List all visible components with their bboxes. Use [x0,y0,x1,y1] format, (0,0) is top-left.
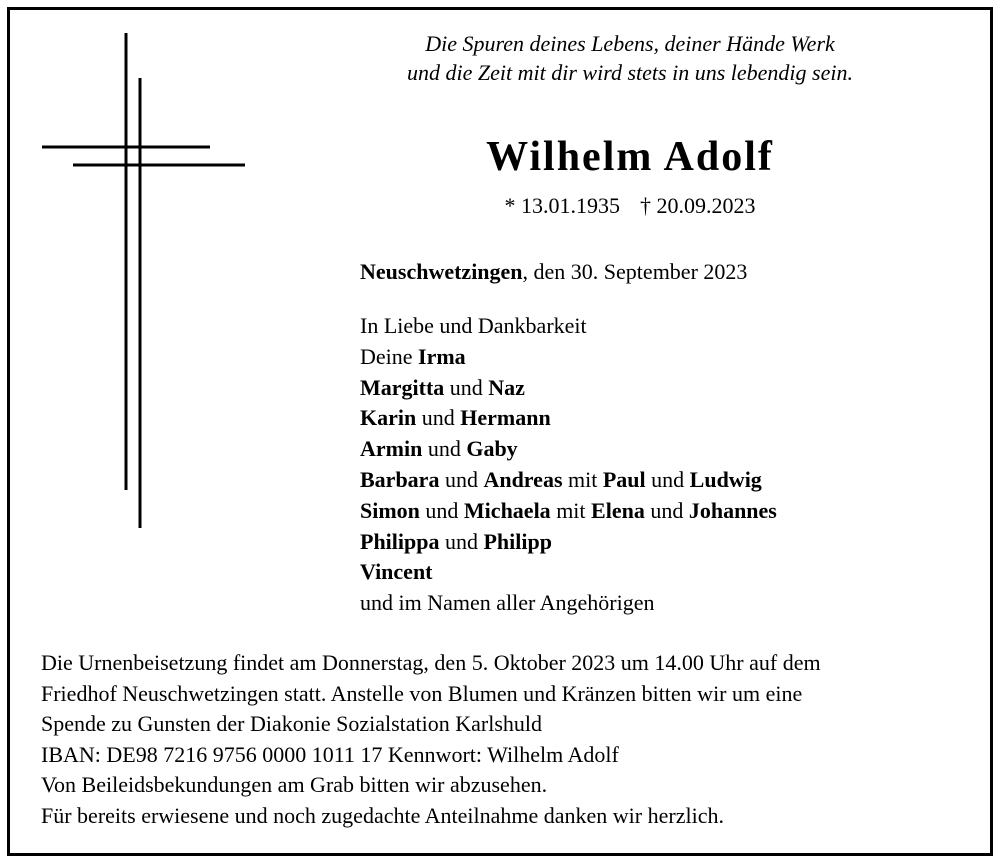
mourner-text: und [439,528,484,554]
mourner-name: Gaby [466,436,518,462]
death-date: † 20.09.2023 [640,193,756,218]
verse-line-2: und die Zeit mit dir wird stets in uns lebendig sein. [407,60,853,85]
mourner-line [360,342,777,373]
mourner-text: und [645,466,690,492]
mourner-line [360,588,777,619]
mourner-line [360,527,777,558]
mourner-text: und [419,497,464,523]
mourner-name: Naz [488,374,525,400]
mourner-name: Irma [418,343,466,369]
verse-line-1: Die Spuren deines Lebens, deiner Hände Werk [425,31,835,56]
mourner-line [360,496,777,527]
mourner-name: Barbara [360,466,440,492]
mourner-line [360,373,777,404]
mourner-name: Elena [591,497,645,523]
place-date: , den 30. September 2023 [522,259,748,284]
mourner-line [360,557,777,588]
birth-date: * 13.01.1935 [504,193,620,218]
info-line: Die Urnenbeisetzung findet am Donnerstag, den 5. Oktober 2023 um 14.00 Uhr auf dem [41,650,821,675]
mourner-name: Johannes [688,497,777,523]
mourner-text: und [422,436,467,462]
place-and-date [360,259,747,285]
mourner-name: Andreas [483,466,563,492]
info-line: Für bereits erwiesene und noch zugedachte Anteilnahme danken wir herzlich. [41,802,724,828]
info-line: IBAN: DE98 7216 9756 0000 1011 17 Kennwort: Wilhelm Adolf [41,741,619,767]
mourner-text: und [444,374,489,400]
mourner-text: und [439,466,484,492]
mourner-line [360,434,777,465]
mourner-text: und [416,405,461,431]
mourners-list [360,311,777,619]
mourner-name: Ludwig [689,466,762,492]
mourner-name: Philippa [360,528,440,554]
mourner-name: Philipp [483,528,552,554]
mourner-line [360,465,777,496]
mourner-text: Deine [360,343,419,369]
deceased-name: Wilhelm Adolf [486,134,774,180]
mourner-text: und im Namen aller Angehörigen [360,590,655,616]
mourner-line [360,311,777,342]
mourner-text: und [644,497,689,523]
life-dates [320,193,940,219]
mourner-name: Karin [360,405,417,431]
mourner-name: Hermann [460,405,551,431]
mourner-name: Paul [602,466,646,492]
mourner-name: Armin [360,436,423,462]
place-town: Neuschwetzingen [360,259,523,284]
info-line: Friedhof Neuschwetzingen statt. Anstelle von Blumen und Kränzen bitten wir um eine [41,680,803,706]
verse [320,29,940,87]
info-line: Von Beileidsbekundungen am Grab bitten wir abzusehen. [41,772,548,797]
mourner-text: In Liebe und Dankbarkeit [360,313,587,338]
mourner-name: Michaela [463,497,551,523]
mourner-name: Vincent [360,559,433,585]
funeral-info [41,648,821,831]
info-line: Spende zu Gunsten der Diakonie Sozialstation Karlshuld [41,711,543,736]
cross-icon [0,0,260,540]
mourner-line [360,403,777,434]
mourner-text: mit [562,466,603,492]
mourner-text: mit [550,497,592,523]
mourner-name: Simon [360,497,420,523]
mourner-name: Margitta [360,374,445,400]
